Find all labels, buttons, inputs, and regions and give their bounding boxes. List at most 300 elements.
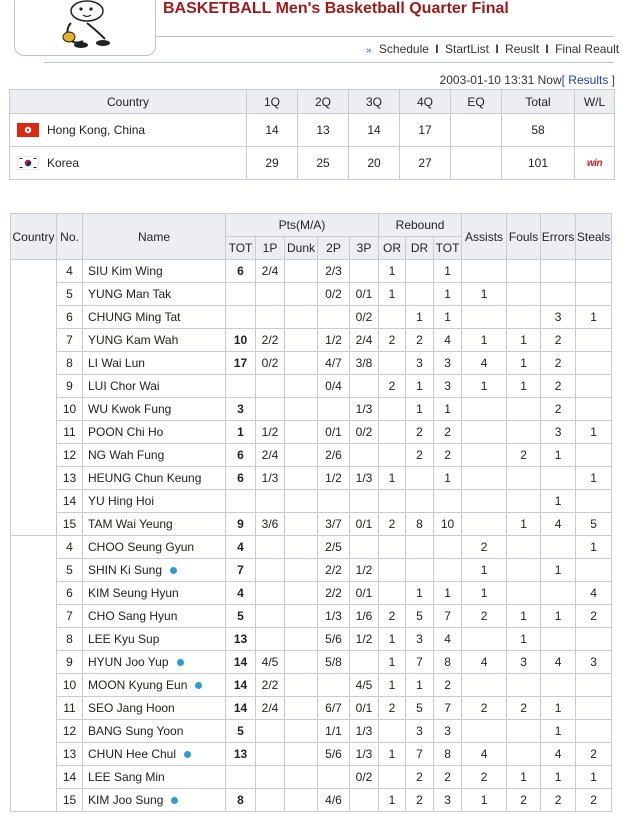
player-name: CHOO Seung Gyun bbox=[88, 540, 195, 554]
country-name: Hong Kong, China bbox=[47, 122, 146, 137]
stat-pts-2p bbox=[318, 674, 350, 697]
score-total: 58 bbox=[502, 114, 575, 147]
nav-separator: I bbox=[545, 42, 549, 56]
stat-steals bbox=[576, 260, 612, 283]
stat-assists bbox=[462, 421, 507, 444]
player-number: 12 bbox=[57, 444, 83, 467]
stat-assists: 1 bbox=[462, 283, 507, 306]
nav-schedule-link[interactable]: Schedule bbox=[378, 42, 429, 56]
stat-reb-tot: 1 bbox=[434, 582, 462, 605]
stat-pts-dunk bbox=[285, 260, 318, 283]
player-name-cell bbox=[83, 283, 226, 306]
stat-assists: 2 bbox=[462, 697, 507, 720]
player-name: YU Hing Hoi bbox=[88, 494, 155, 508]
country-cell bbox=[10, 114, 247, 147]
stat-errors: 1 bbox=[541, 490, 576, 513]
stat-pts-3p: 1/3 bbox=[350, 398, 379, 421]
stat-reb-tot: 3 bbox=[434, 720, 462, 743]
stat-reb-tot: 3 bbox=[434, 789, 462, 812]
stat-reb-or: 1 bbox=[379, 260, 406, 283]
col-rebound-group: Rebound bbox=[379, 214, 462, 237]
col-country: Country bbox=[11, 214, 57, 260]
country-group-cell bbox=[11, 536, 57, 812]
summary-row-korea bbox=[10, 147, 615, 180]
stat-steals: 3 bbox=[576, 651, 612, 674]
col-errors: Errors bbox=[541, 214, 576, 260]
stat-reb-or bbox=[379, 766, 406, 789]
score-2q: 25 bbox=[298, 147, 349, 180]
stat-reb-or bbox=[379, 421, 406, 444]
score-3q: 20 bbox=[349, 147, 400, 180]
table-row bbox=[11, 398, 612, 421]
stat-pts-3p: 1/3 bbox=[350, 720, 379, 743]
stat-fouls bbox=[507, 743, 541, 766]
stat-pts-3p: 1/3 bbox=[350, 743, 379, 766]
stat-fouls: 1 bbox=[507, 605, 541, 628]
stat-pts-2p bbox=[318, 306, 350, 329]
stat-pts-tot bbox=[226, 766, 256, 789]
col-4q: 4Q bbox=[400, 90, 451, 114]
stat-pts-2p bbox=[318, 766, 350, 789]
player-name: LI Wai Lun bbox=[88, 356, 145, 370]
stat-reb-tot: 1 bbox=[434, 260, 462, 283]
starter-dot-icon bbox=[177, 659, 184, 666]
stat-steals: 1 bbox=[576, 467, 612, 490]
stat-steals: 2 bbox=[576, 743, 612, 766]
score-4q: 27 bbox=[400, 147, 451, 180]
stat-pts-2p: 5/6 bbox=[318, 628, 350, 651]
col-reb-dr: DR bbox=[406, 237, 434, 260]
stat-reb-tot: 2 bbox=[434, 674, 462, 697]
stat-errors bbox=[541, 283, 576, 306]
stat-pts-3p: 1/2 bbox=[350, 628, 379, 651]
player-name-cell bbox=[83, 467, 226, 490]
table-row bbox=[11, 329, 612, 352]
stat-pts-1p bbox=[256, 398, 285, 421]
stat-fouls: 2 bbox=[507, 444, 541, 467]
stat-assists: 1 bbox=[462, 582, 507, 605]
score-eq bbox=[451, 147, 502, 180]
stat-fouls bbox=[507, 674, 541, 697]
stat-fouls: 1 bbox=[507, 375, 541, 398]
stat-reb-or bbox=[379, 352, 406, 375]
stat-pts-tot bbox=[226, 306, 256, 329]
table-row bbox=[11, 674, 612, 697]
col-pts-group: Pts(M/A) bbox=[226, 214, 379, 237]
player-name-cell bbox=[83, 697, 226, 720]
player-name: CHO Sang Hyun bbox=[88, 609, 178, 623]
player-number: 10 bbox=[57, 398, 83, 421]
stat-reb-dr: 2 bbox=[406, 421, 434, 444]
stat-reb-or bbox=[379, 559, 406, 582]
stat-reb-dr: 2 bbox=[406, 766, 434, 789]
stat-reb-tot: 4 bbox=[434, 329, 462, 352]
player-number: 5 bbox=[57, 559, 83, 582]
col-pts-1p: 1P bbox=[256, 237, 285, 260]
stat-reb-or bbox=[379, 398, 406, 421]
stat-pts-tot: 4 bbox=[226, 582, 256, 605]
player-number: 15 bbox=[57, 513, 83, 536]
page-title: BASKETBALL Men's Basketball Quarter Final bbox=[163, 0, 509, 17]
stat-pts-tot: 13 bbox=[226, 628, 256, 651]
player-name: KIM Seung Hyun bbox=[88, 586, 179, 600]
player-number: 14 bbox=[57, 490, 83, 513]
stat-assists bbox=[462, 260, 507, 283]
stat-pts-2p: 0/4 bbox=[318, 375, 350, 398]
player-name-cell bbox=[83, 352, 226, 375]
stat-pts-dunk bbox=[285, 444, 318, 467]
stat-errors: 4 bbox=[541, 513, 576, 536]
stat-pts-tot: 14 bbox=[226, 674, 256, 697]
player-name-cell bbox=[83, 766, 226, 789]
player-number: 15 bbox=[57, 789, 83, 812]
stat-assists: 1 bbox=[462, 329, 507, 352]
stat-reb-tot: 4 bbox=[434, 628, 462, 651]
stat-reb-dr: 1 bbox=[406, 582, 434, 605]
stat-pts-1p bbox=[256, 789, 285, 812]
stat-pts-3p bbox=[350, 490, 379, 513]
stat-fouls bbox=[507, 306, 541, 329]
stat-reb-dr: 1 bbox=[406, 398, 434, 421]
stat-pts-tot: 13 bbox=[226, 743, 256, 766]
stat-errors bbox=[541, 536, 576, 559]
stat-assists bbox=[462, 467, 507, 490]
stat-pts-3p: 1/2 bbox=[350, 559, 379, 582]
stat-pts-1p: 2/4 bbox=[256, 697, 285, 720]
stat-assists: 1 bbox=[462, 559, 507, 582]
player-number: 5 bbox=[57, 283, 83, 306]
table-row bbox=[11, 743, 612, 766]
stat-errors: 1 bbox=[541, 697, 576, 720]
player-number: 11 bbox=[57, 421, 83, 444]
stat-pts-tot: 14 bbox=[226, 697, 256, 720]
table-row bbox=[11, 720, 612, 743]
stat-pts-dunk bbox=[285, 306, 318, 329]
stat-reb-dr: 1 bbox=[406, 375, 434, 398]
col-pts-tot: TOT bbox=[226, 237, 256, 260]
stat-fouls: 1 bbox=[507, 628, 541, 651]
player-name: POON Chi Ho bbox=[88, 425, 164, 439]
stat-pts-2p: 4/6 bbox=[318, 789, 350, 812]
stat-assists bbox=[462, 720, 507, 743]
stat-errors: 4 bbox=[541, 651, 576, 674]
stat-pts-1p bbox=[256, 490, 285, 513]
table-row bbox=[11, 582, 612, 605]
stat-fouls bbox=[507, 260, 541, 283]
stat-reb-dr bbox=[406, 283, 434, 306]
player-name: LEE Sang Min bbox=[88, 770, 165, 784]
stat-errors bbox=[541, 260, 576, 283]
stat-pts-1p bbox=[256, 375, 285, 398]
stat-reb-or: 1 bbox=[379, 467, 406, 490]
player-number: 4 bbox=[57, 260, 83, 283]
table-row bbox=[11, 467, 612, 490]
stat-errors bbox=[541, 582, 576, 605]
stat-errors: 3 bbox=[541, 306, 576, 329]
stat-pts-2p: 1/2 bbox=[318, 329, 350, 352]
stat-assists: 4 bbox=[462, 743, 507, 766]
stat-reb-dr: 3 bbox=[406, 720, 434, 743]
stat-reb-dr: 2 bbox=[406, 789, 434, 812]
header-divider bbox=[44, 62, 614, 63]
stat-errors: 1 bbox=[541, 605, 576, 628]
table-row bbox=[11, 421, 612, 444]
stat-reb-dr: 5 bbox=[406, 697, 434, 720]
stat-reb-or bbox=[379, 720, 406, 743]
table-row bbox=[11, 605, 612, 628]
player-name: YUNG Man Tak bbox=[88, 287, 172, 301]
stat-pts-dunk bbox=[285, 697, 318, 720]
timestamp-text: 2003-01-10 13:31 Now bbox=[439, 73, 562, 87]
stat-fouls: 2 bbox=[507, 697, 541, 720]
stat-pts-tot: 4 bbox=[226, 536, 256, 559]
stat-fouls: 3 bbox=[507, 651, 541, 674]
stat-reb-or: 2 bbox=[379, 329, 406, 352]
nav-separator: I bbox=[495, 42, 499, 56]
player-name: CHUN Hee Chul bbox=[88, 747, 177, 761]
update-timestamp bbox=[440, 73, 615, 87]
double-chevron-right-icon: » bbox=[366, 45, 372, 56]
stat-reb-tot: 2 bbox=[434, 421, 462, 444]
stat-pts-dunk bbox=[285, 352, 318, 375]
stat-reb-dr: 5 bbox=[406, 605, 434, 628]
results-link[interactable]: [ Results ] bbox=[561, 73, 615, 87]
stat-pts-2p: 6/7 bbox=[318, 697, 350, 720]
stat-pts-2p: 1/2 bbox=[318, 467, 350, 490]
stat-pts-3p bbox=[350, 651, 379, 674]
stat-pts-3p: 0/2 bbox=[350, 306, 379, 329]
col-wl: W/L bbox=[575, 90, 615, 114]
page-header bbox=[0, 0, 623, 70]
stat-reb-or bbox=[379, 582, 406, 605]
nav-startlist-link[interactable]: StartList bbox=[444, 42, 489, 56]
stat-pts-2p: 3/7 bbox=[318, 513, 350, 536]
stat-reb-dr bbox=[406, 559, 434, 582]
stat-pts-2p: 5/8 bbox=[318, 651, 350, 674]
stat-steals bbox=[576, 720, 612, 743]
stat-pts-dunk bbox=[285, 536, 318, 559]
col-steals: Steals bbox=[576, 214, 612, 260]
stat-assists bbox=[462, 398, 507, 421]
stat-pts-1p bbox=[256, 559, 285, 582]
stat-reb-or: 1 bbox=[379, 743, 406, 766]
stat-pts-dunk bbox=[285, 605, 318, 628]
player-name: HEUNG Chun Keung bbox=[88, 471, 202, 485]
player-name-cell bbox=[83, 674, 226, 697]
stat-steals: 1 bbox=[576, 766, 612, 789]
stat-reb-dr: 1 bbox=[406, 306, 434, 329]
stat-pts-tot: 3 bbox=[226, 398, 256, 421]
stat-pts-dunk bbox=[285, 490, 318, 513]
stat-errors: 3 bbox=[541, 421, 576, 444]
col-pts-3p: 3P bbox=[350, 237, 379, 260]
stat-pts-2p: 5/6 bbox=[318, 743, 350, 766]
score-4q: 17 bbox=[400, 114, 451, 147]
stat-assists bbox=[462, 490, 507, 513]
stat-pts-3p: 4/5 bbox=[350, 674, 379, 697]
stat-pts-3p: 1/3 bbox=[350, 467, 379, 490]
korea-flag-icon bbox=[17, 156, 39, 170]
stat-assists: 4 bbox=[462, 352, 507, 375]
stat-assists bbox=[462, 513, 507, 536]
stat-reb-dr bbox=[406, 467, 434, 490]
stat-reb-tot: 1 bbox=[434, 283, 462, 306]
stat-pts-2p bbox=[318, 490, 350, 513]
stat-pts-dunk bbox=[285, 513, 318, 536]
col-reb-tot: TOT bbox=[434, 237, 462, 260]
player-name: NG Wah Fung bbox=[88, 448, 165, 462]
stat-reb-dr bbox=[406, 260, 434, 283]
stat-steals bbox=[576, 674, 612, 697]
stat-errors: 2 bbox=[541, 398, 576, 421]
stat-pts-dunk bbox=[285, 743, 318, 766]
stat-steals bbox=[576, 283, 612, 306]
player-name: LEE Kyu Sup bbox=[88, 632, 160, 646]
player-number: 7 bbox=[57, 329, 83, 352]
stat-pts-tot: 6 bbox=[226, 260, 256, 283]
stat-pts-dunk bbox=[285, 720, 318, 743]
nav-bar bbox=[366, 42, 619, 56]
player-name-cell bbox=[83, 490, 226, 513]
stat-reb-tot: 8 bbox=[434, 743, 462, 766]
score-summary-table bbox=[9, 89, 615, 180]
nav-result-link[interactable]: Reuslt bbox=[505, 42, 540, 56]
stat-fouls: 2 bbox=[507, 789, 541, 812]
player-stats-table bbox=[10, 213, 612, 812]
stat-pts-3p: 1/6 bbox=[350, 605, 379, 628]
stat-pts-3p bbox=[350, 444, 379, 467]
player-number: 6 bbox=[57, 306, 83, 329]
starter-dot-icon bbox=[171, 797, 178, 804]
country-group-cell bbox=[11, 260, 57, 536]
stat-assists: 2 bbox=[462, 605, 507, 628]
stat-reb-or: 1 bbox=[379, 789, 406, 812]
player-name-cell bbox=[83, 536, 226, 559]
stat-reb-tot bbox=[434, 559, 462, 582]
stat-reb-dr: 1 bbox=[406, 674, 434, 697]
player-name-cell bbox=[83, 444, 226, 467]
stat-steals bbox=[576, 375, 612, 398]
stat-reb-dr: 2 bbox=[406, 329, 434, 352]
stat-pts-1p: 3/6 bbox=[256, 513, 285, 536]
stat-fouls bbox=[507, 490, 541, 513]
score-3q: 14 bbox=[349, 114, 400, 147]
stat-assists bbox=[462, 674, 507, 697]
stat-errors: 2 bbox=[541, 352, 576, 375]
stat-reb-or: 2 bbox=[379, 513, 406, 536]
col-pts-2p: 2P bbox=[318, 237, 350, 260]
stat-pts-2p: 1/3 bbox=[318, 605, 350, 628]
col-pts-dunk: Dunk bbox=[285, 237, 318, 260]
stat-pts-1p: 0/2 bbox=[256, 352, 285, 375]
player-name-cell bbox=[83, 398, 226, 421]
stat-pts-dunk bbox=[285, 766, 318, 789]
hong-kong-flag-icon bbox=[17, 123, 39, 137]
stat-pts-dunk bbox=[285, 651, 318, 674]
stat-pts-1p bbox=[256, 628, 285, 651]
stat-reb-tot bbox=[434, 536, 462, 559]
stat-pts-1p bbox=[256, 283, 285, 306]
stat-reb-dr: 8 bbox=[406, 513, 434, 536]
col-total: Total bbox=[502, 90, 575, 114]
nav-final-result-link[interactable]: Final Reault bbox=[555, 42, 620, 56]
table-row bbox=[11, 559, 612, 582]
stat-steals bbox=[576, 628, 612, 651]
player-name-cell bbox=[83, 582, 226, 605]
stat-pts-3p: 0/1 bbox=[350, 697, 379, 720]
player-name-cell bbox=[83, 720, 226, 743]
summary-row-hong-kong bbox=[10, 114, 615, 147]
stat-reb-tot: 7 bbox=[434, 605, 462, 628]
player-name: TAM Wai Yeung bbox=[88, 517, 173, 531]
stat-reb-dr bbox=[406, 536, 434, 559]
player-name: SEO Jang Hoon bbox=[88, 701, 175, 715]
stat-reb-dr: 7 bbox=[406, 743, 434, 766]
stat-steals: 4 bbox=[576, 582, 612, 605]
win-badge: win bbox=[575, 147, 615, 180]
stat-pts-dunk bbox=[285, 559, 318, 582]
stat-fouls: 1 bbox=[507, 352, 541, 375]
stat-pts-3p bbox=[350, 260, 379, 283]
stat-reb-tot: 2 bbox=[434, 444, 462, 467]
stat-fouls bbox=[507, 467, 541, 490]
stat-pts-1p bbox=[256, 720, 285, 743]
table-row bbox=[11, 536, 612, 559]
table-row bbox=[11, 306, 612, 329]
table-row bbox=[11, 697, 612, 720]
player-name-cell bbox=[83, 421, 226, 444]
stat-pts-tot: 5 bbox=[226, 605, 256, 628]
stat-steals: 1 bbox=[576, 536, 612, 559]
stat-pts-dunk bbox=[285, 674, 318, 697]
player-name-cell bbox=[83, 306, 226, 329]
stat-steals: 5 bbox=[576, 513, 612, 536]
stat-reb-tot: 3 bbox=[434, 352, 462, 375]
stat-pts-dunk bbox=[285, 283, 318, 306]
stat-reb-or bbox=[379, 490, 406, 513]
stat-reb-dr: 7 bbox=[406, 651, 434, 674]
player-name-cell bbox=[83, 260, 226, 283]
stat-reb-dr: 2 bbox=[406, 444, 434, 467]
stat-pts-3p: 0/2 bbox=[350, 421, 379, 444]
stat-reb-tot: 3 bbox=[434, 375, 462, 398]
player-name-cell bbox=[83, 789, 226, 812]
player-number: 8 bbox=[57, 352, 83, 375]
player-number: 12 bbox=[57, 720, 83, 743]
stat-pts-tot: 6 bbox=[226, 467, 256, 490]
stat-pts-1p bbox=[256, 605, 285, 628]
player-number: 14 bbox=[57, 766, 83, 789]
stat-pts-tot: 5 bbox=[226, 720, 256, 743]
stat-pts-tot bbox=[226, 283, 256, 306]
player-number: 6 bbox=[57, 582, 83, 605]
stat-pts-3p bbox=[350, 375, 379, 398]
stat-reb-dr bbox=[406, 490, 434, 513]
col-country: Country bbox=[10, 90, 247, 114]
score-1q: 14 bbox=[247, 114, 298, 147]
player-number: 7 bbox=[57, 605, 83, 628]
stat-steals: 2 bbox=[576, 605, 612, 628]
starter-dot-icon bbox=[170, 567, 177, 574]
stat-pts-2p: 0/2 bbox=[318, 283, 350, 306]
stat-reb-or bbox=[379, 444, 406, 467]
stat-fouls bbox=[507, 283, 541, 306]
player-name-cell bbox=[83, 743, 226, 766]
stat-errors: 1 bbox=[541, 559, 576, 582]
col-2q: 2Q bbox=[298, 90, 349, 114]
stat-pts-1p: 2/2 bbox=[256, 329, 285, 352]
stat-pts-2p bbox=[318, 398, 350, 421]
